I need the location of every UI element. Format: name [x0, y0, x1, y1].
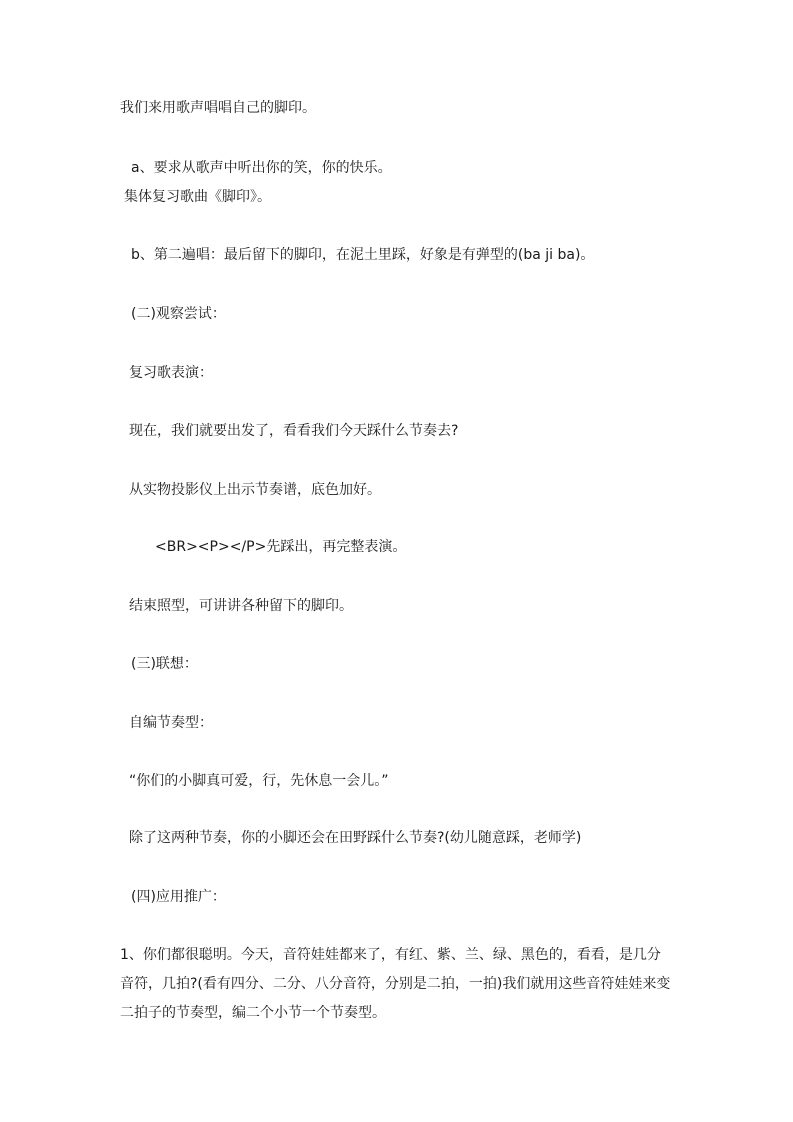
paragraph-self-compose: 自编节奏型：	[129, 715, 213, 731]
section-heading-associate: (三)联想：	[131, 656, 198, 672]
paragraph-other-rhythms: 除了这两种节奏，你的小脚还会在田野踩什么节奏?(幼儿随意踩，老师学)	[129, 830, 582, 846]
paragraph-projector: 从实物投影仪上出示节奏谱，底色加好。	[129, 482, 381, 498]
section-heading-apply: (四)应用推广：	[131, 889, 226, 905]
paragraph-requirement-a: a、要求从歌声中听出你的笑，你的快乐。	[131, 160, 392, 176]
paragraph-closing-pose: 结束照型，可讲讲各种留下的脚印。	[129, 598, 353, 614]
section-heading-observe: (二)观察尝试：	[131, 306, 226, 322]
paragraph-quote-rest: “你们的小脚真可爱，行，先休息一会儿。”	[129, 773, 389, 789]
paragraph-notes-line-2: 音符，几拍?(看有四分、二分、八分音符，分别是二拍，一拍)我们就用这些音符娃娃来变	[120, 976, 671, 992]
paragraph-notes-line-1: 1、你们都很聪明。今天，音符娃娃都来了，有红、紫、兰、绿、黑色的，看看，是几分	[120, 947, 661, 963]
paragraph-set-off: 现在，我们就要出发了，看看我们今天踩什么节奏去?	[129, 423, 459, 439]
paragraph-review-performance: 复习歌表演：	[129, 365, 213, 381]
paragraph-markup-step: <BR><P></P>先踩出，再完整表演。	[155, 539, 407, 555]
paragraph-collective-review: 集体复习歌曲《脚印》。	[124, 189, 271, 205]
paragraph-notes-line-3: 二拍子的节奏型，编二个小节一个节奏型。	[120, 1005, 386, 1021]
paragraph-intro: 我们来用歌声唱唱自己的脚印。	[120, 100, 316, 116]
paragraph-second-singing-b: b、第二遍唱：最后留下的脚印，在泥土里踩，好象是有弹型的(ba ji ba)。	[131, 247, 595, 263]
